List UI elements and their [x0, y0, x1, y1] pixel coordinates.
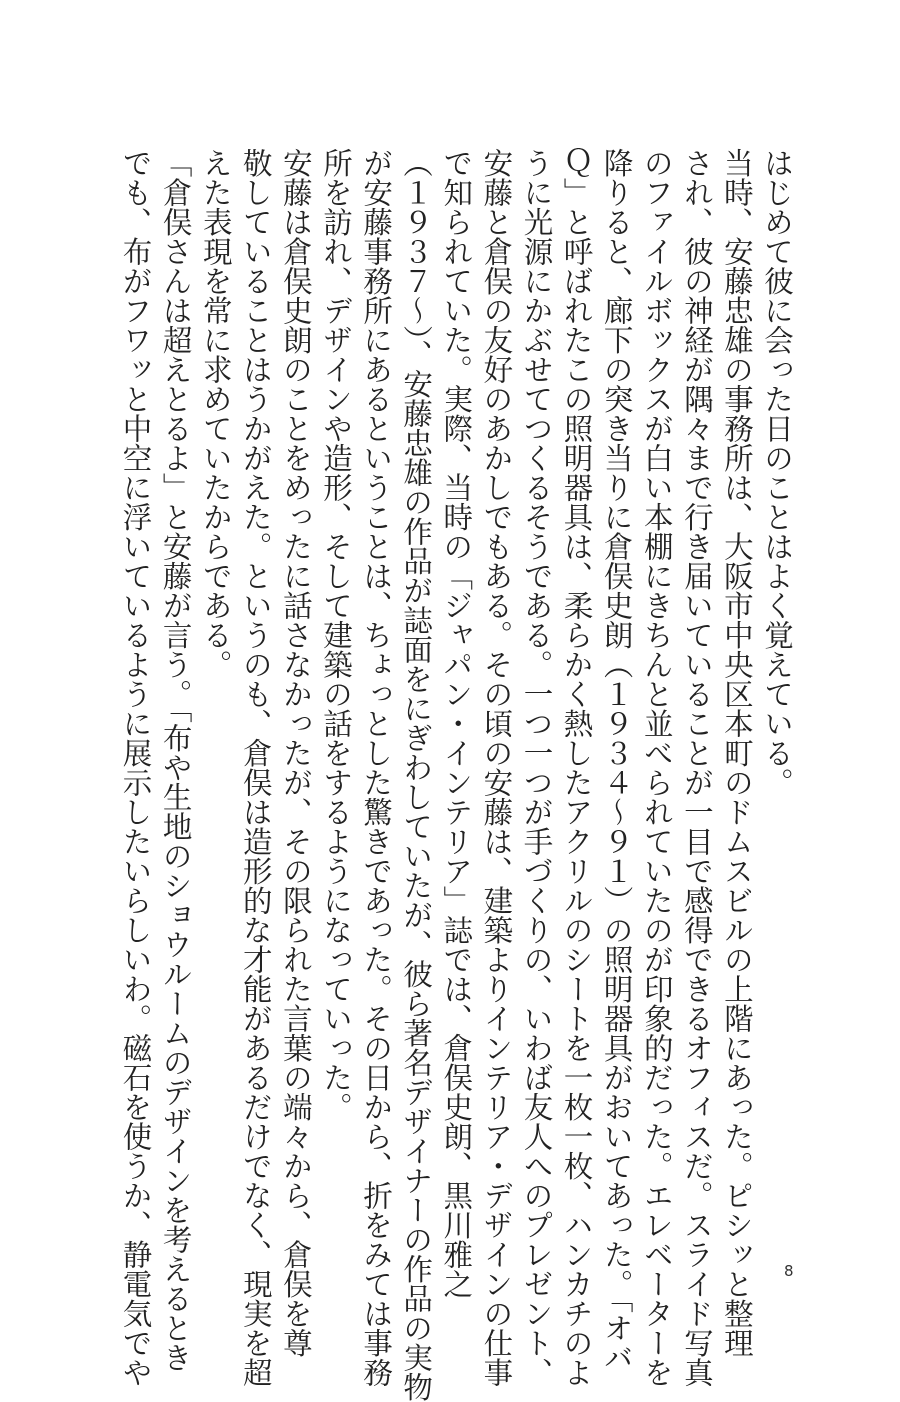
text-line: はじめて彼に会った日のことはよく覚えている。: [760, 148, 794, 797]
text-line: のファイルボックスが白い本棚にきちんと並べられていたのが印象的だった。エレベーターを: [639, 148, 674, 1387]
text-line: 「倉俣さんは超えとるよ」と安藤が言う。「布や生地のショウルームのデザインを考えるとき: [158, 148, 193, 1373]
text-line: うに光源にかぶせてつくるそうである。一つ一つが手づくりの、いわば友人へのプレゼント、: [519, 148, 554, 1387]
text-line: で知られていた。実際、当時の「ジャパン・インテリア」誌では、倉俣史朗、黒川雅之: [439, 148, 474, 1299]
text-line: 所を訪れ、デザインや造形、そして建築の話をするようになっていった。: [318, 148, 353, 1122]
text-line: 敬していることはうかがえた。というのも、倉俣は造形的な才能があるだけでなく、現実を超: [238, 148, 273, 1387]
text-line: され、彼の神経が隅々まで行き届いていることが一目で感得できるオフィスだ。スライド写真: [679, 148, 714, 1387]
text-line: 当時、安藤忠雄の事務所は、大阪市中央区本町のドムスビルの上階にあった。ピシッと整理: [719, 148, 754, 1358]
text-line: （１９３７〜）、安藤忠雄の作品が誌面をにぎわしていたが、彼ら著名デザイナーの作品の実物: [399, 148, 434, 1402]
text-line: でも、布がフワッと中空に浮いているように展示したいらしいわ。磁石を使うか、静電気でや: [118, 148, 153, 1387]
text-line: 安藤と倉俣の友好のあかしでもある。その頃の安藤は、建築よりインテリア・デザインの仕事: [479, 148, 514, 1387]
text-line: が安藤事務所にあるということは、ちょっとした驚きであった。その日から、折をみては事務: [359, 148, 394, 1387]
body-text-column: [115, 148, 797, 1402]
page-number: 8: [784, 1262, 795, 1280]
text-line: 降りると、廊下の突き当りに倉俣史朗（１９３４〜９１）の照明器具がおいてあった。「オバ: [599, 148, 634, 1373]
text-line: 安藤は倉俣史朗のことをめったに話さなかったが、その限られた言葉の端々から、倉俣を尊: [278, 148, 313, 1358]
text-line: Ｑ」と呼ばれたこの照明器具は、柔らかく熱したアクリルのシートを一枚一枚、ハンカチのよ: [559, 148, 594, 1387]
text-line: えた表現を常に求めていたからである。: [198, 148, 233, 679]
